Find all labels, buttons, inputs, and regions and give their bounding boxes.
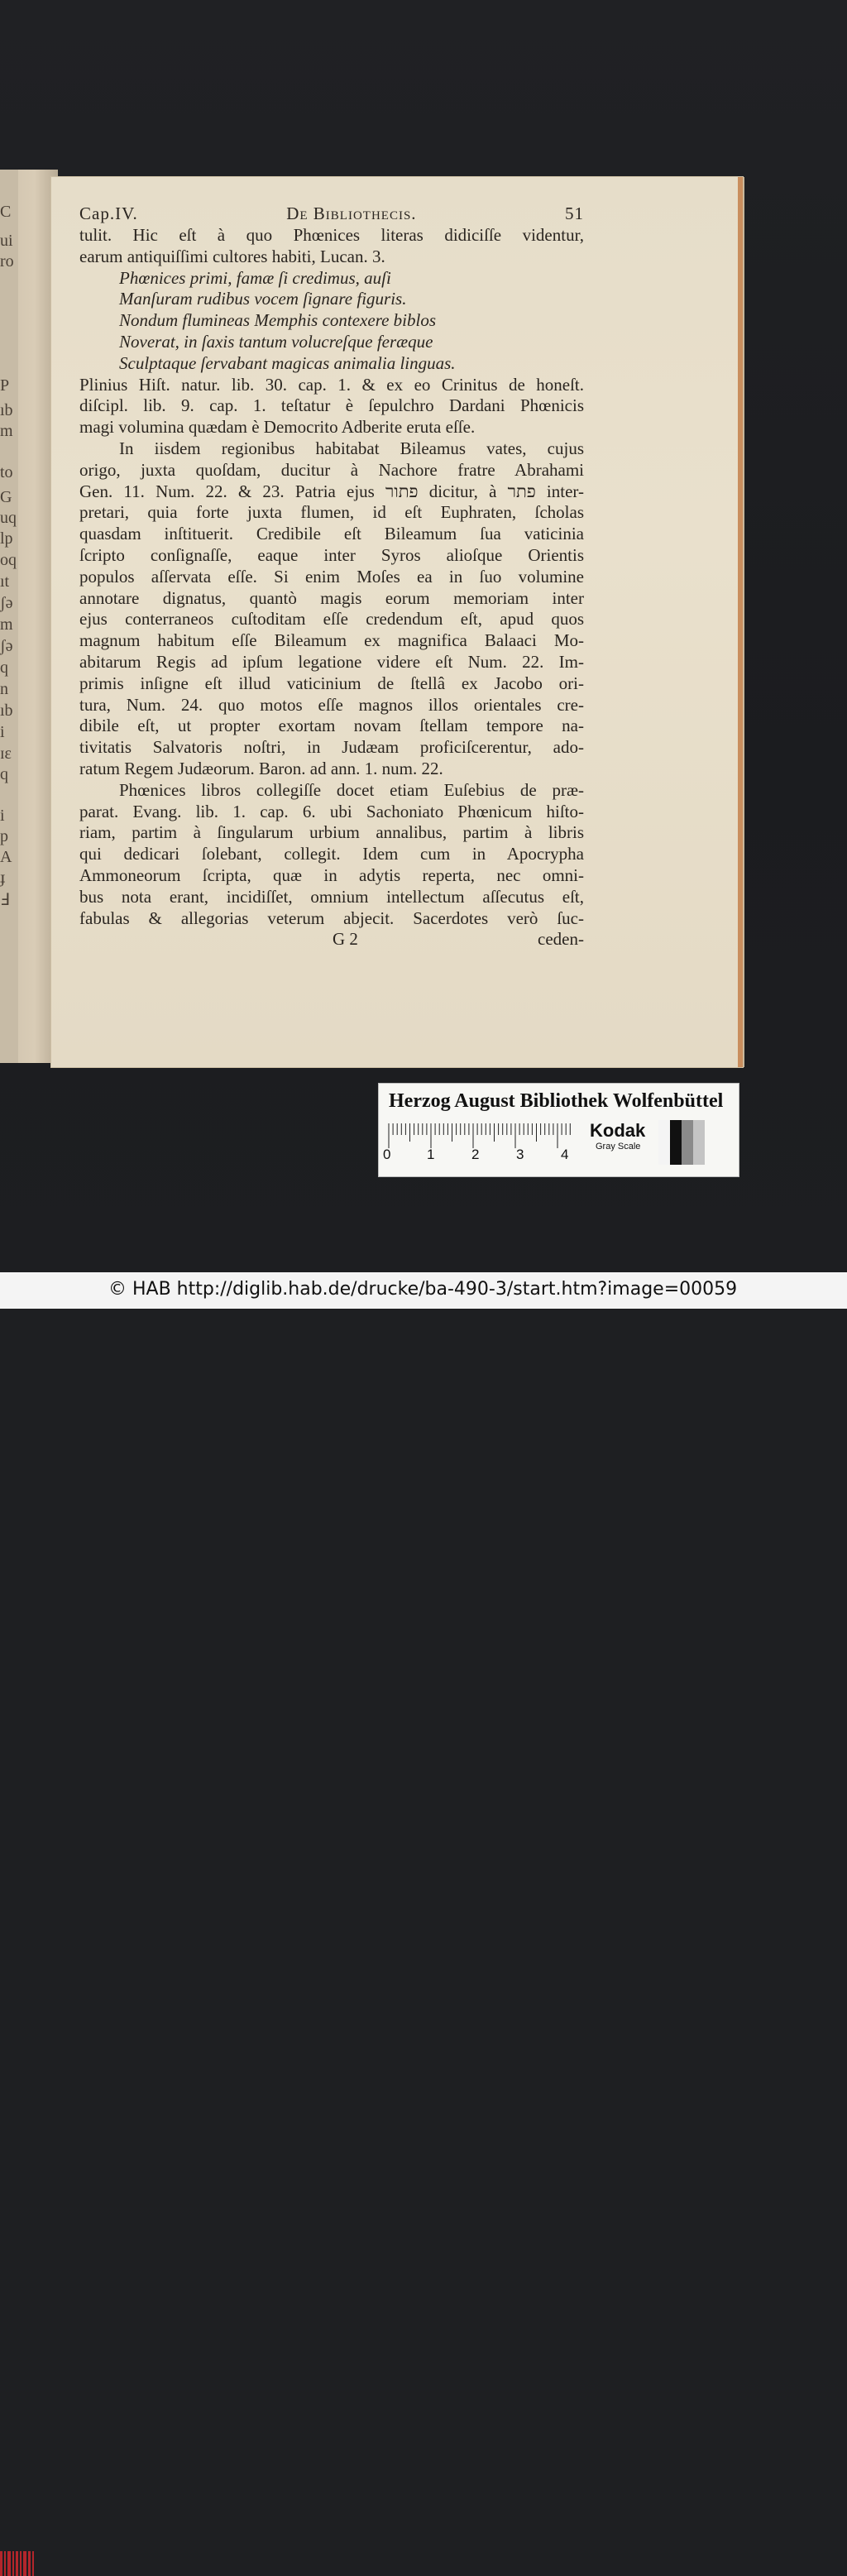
previous-page-glyph: lp: [0, 529, 13, 548]
previous-page-glyph: ıb: [0, 401, 13, 419]
page-footer-line: [79, 929, 584, 950]
running-head-chapter: Cap.IV.: [79, 203, 138, 223]
text-line: Phœnices primi, famæ ſi credimus, auſi: [119, 267, 391, 288]
kodak-subtitle: Gray Scale: [596, 1142, 641, 1152]
text-line: populos aſſervata eſſe. Si enim Moſes ea in ſuo volumine: [79, 566, 584, 587]
catchword: ceden-: [538, 929, 584, 950]
text-line: Gen. 11. Num. 22. & 23. Patria ejus פתור dicitur, à פתר inter-: [79, 481, 584, 501]
text-line: origo, juxta quoſdam, ducitur à Nachore fratre Abrahami: [79, 459, 584, 480]
barcode-bar: [4, 2551, 6, 2576]
page-edge: [738, 177, 743, 1067]
previous-page-glyph: ui: [0, 232, 13, 250]
page-number: 51: [564, 203, 584, 223]
previous-page-glyph: m: [0, 615, 13, 634]
kodak-logo: Kodak: [590, 1120, 646, 1141]
ruler-number: 3: [516, 1147, 524, 1162]
text-line: quasdam inſtituerit. Credibile eſt Bileamum ſua vaticinia: [79, 524, 584, 544]
gray-scale-patches: [658, 1120, 705, 1165]
text-line: primis inſigne eſt illud vaticinium de ſtellâ ex Jacobo ori-: [79, 673, 584, 693]
running-head-title: De Bibliothecis.: [286, 203, 417, 223]
running-head: [79, 203, 584, 225]
text-line: Plinius Hiſt. natur. lib. 30. cap. 1. & ex eo Crinitus de honeſt.: [79, 374, 584, 395]
barcode-bar: [16, 2551, 18, 2576]
previous-page-glyph: ıt: [0, 572, 10, 591]
text-line: bus nota erant, incidiſſet, omnium intellectum aſſecutus eſt,: [79, 886, 584, 907]
library-scale-card: [378, 1083, 739, 1177]
text-line: magi volumina quædam è Democrito Adberite eruta eſſe.: [79, 417, 476, 438]
previous-page-glyph: C: [0, 203, 12, 221]
footer-bar: [0, 1272, 847, 1309]
previous-page-glyph: ıb: [0, 701, 13, 720]
text-line: abitarum Regis ad ipſum legatione videre eſt Num. 22. Im-: [79, 651, 584, 672]
text-line: Nondum flumineas Memphis contexere biblos: [119, 310, 436, 331]
previous-page-glyph: ʃə: [0, 594, 13, 612]
text-line: Ammoneorum ſcripta, quæ in adytis reperta, nec omni-: [79, 864, 584, 885]
text-line: Noverat, in ſaxis tantum volucreſque feræque: [119, 331, 433, 352]
previous-page-glyph: ɟ: [0, 869, 6, 887]
ruler-number: 0: [383, 1147, 391, 1162]
previous-page-glyph: ro: [0, 252, 14, 271]
previous-page-glyph: to: [0, 463, 13, 481]
text-line: riam, partim à ſingularum urbium annalibus, partim à libris: [79, 822, 584, 843]
text-line: Manſuram rudibus vocem ſignare figuris.: [119, 289, 407, 309]
previous-page-glyph: q: [0, 658, 8, 677]
page-text-block: [79, 203, 584, 950]
barcode-icon: [0, 2551, 35, 2576]
previous-page-glyph: m: [0, 422, 13, 440]
text-line: In iisdem regionibus habitabat Bileamus vates, cujus: [119, 438, 584, 458]
text-line: earum antiquiſſimi cultores habiti, Lucan. 3.: [79, 246, 385, 266]
ruler-number: 4: [561, 1147, 569, 1162]
gray-patch: [658, 1120, 670, 1165]
previous-page-glyph: i: [0, 723, 5, 741]
barcode-bar: [7, 2551, 11, 2576]
barcode-bar: [23, 2551, 26, 2576]
text-line: dibile eſt, ut propter exortam novam ſtellam tempore na-: [79, 716, 584, 736]
ruler-number: 2: [471, 1147, 480, 1162]
gray-patch: [693, 1120, 705, 1165]
text-line: ſcripto conſignaſſe, eaque inter Syros alioſque Orientis: [79, 544, 584, 565]
barcode-bar: [20, 2551, 22, 2576]
text-line: annotare dignatus, quantò magis eorum memoriam inter: [79, 587, 584, 608]
previous-page-glyph: G: [0, 488, 12, 506]
text-line: magnum habitum eſſe Bileamum ex magnifica Balaaci Mo-: [79, 630, 584, 651]
previous-page-glyph: uq: [0, 509, 17, 527]
text-line: Phœnices libros collegiſſe docet etiam Euſebius de præ-: [119, 779, 584, 800]
text-line: tulit. Hic eſt à quo Phœnices literas didiciſſe videntur,: [79, 225, 584, 245]
text-line: diſcipl. lib. 9. cap. 1. teſtatur è ſepulchro Dardani Phœnicis: [79, 395, 584, 416]
signature-mark: G 2: [333, 929, 358, 950]
previous-page-glyph: P: [0, 376, 10, 395]
barcode-bar: [32, 2551, 34, 2576]
previous-page-glyph: A: [0, 848, 12, 866]
previous-page-glyph: oq: [0, 551, 17, 569]
ruler: [387, 1120, 573, 1150]
text-line: fabulas & allegorias veterum abjecit. Sacerdotes verò ſuc-: [79, 907, 584, 928]
text-line: tura, Num. 24. quo motos eſſe magnos illos orientales cre-: [79, 694, 584, 715]
previous-page-glyph: n: [0, 680, 8, 698]
ruler-number: 1: [427, 1147, 435, 1162]
text-line: qui dedicari ſolebant, collegit. Idem cum in Apocrypha: [79, 844, 584, 864]
previous-page-glyph: p: [0, 827, 8, 845]
text-line: ejus conterraneos cuſtoditam eſſe credendum eſt, apud quos: [79, 609, 584, 630]
previous-page-glyph: ʃə: [0, 637, 13, 655]
text-line: pretari, quia forte juxta flumen, id eſt Euphraten, ſcholas: [79, 502, 584, 523]
previous-page-glyph: q: [0, 765, 8, 783]
barcode-bar: [12, 2551, 14, 2576]
gray-patch: [682, 1120, 693, 1165]
previous-page-glyph: ɪɛ: [0, 745, 12, 763]
text-line: ratum Regem Judæorum. Baron. ad ann. 1. num. 22.: [79, 758, 443, 778]
previous-page-glyph: Ⅎ: [0, 891, 10, 909]
previous-page-glyph: i: [0, 807, 5, 825]
text-line: tivitatis Salvatoris noſtri, in Judæam proficiſcerentur, ado-: [79, 737, 584, 758]
barcode-bar: [0, 2551, 2, 2576]
text-line: parat. Evang. lib. 1. cap. 6. ubi Sachoniato Phœnicum hiſto-: [79, 801, 584, 821]
barcode-bar: [28, 2551, 31, 2576]
gray-patch: [670, 1120, 682, 1165]
body-lines: [79, 225, 584, 929]
footer-copyright-link[interactable]: © HAB http://diglib.hab.de/drucke/ba-490-3/start.htm?image=00059: [108, 1279, 738, 1300]
library-name: Herzog August Bibliothek Wolfenbüttel: [389, 1090, 724, 1112]
text-line: Sculptaque ſervabant magicas animalia linguas.: [119, 352, 456, 373]
